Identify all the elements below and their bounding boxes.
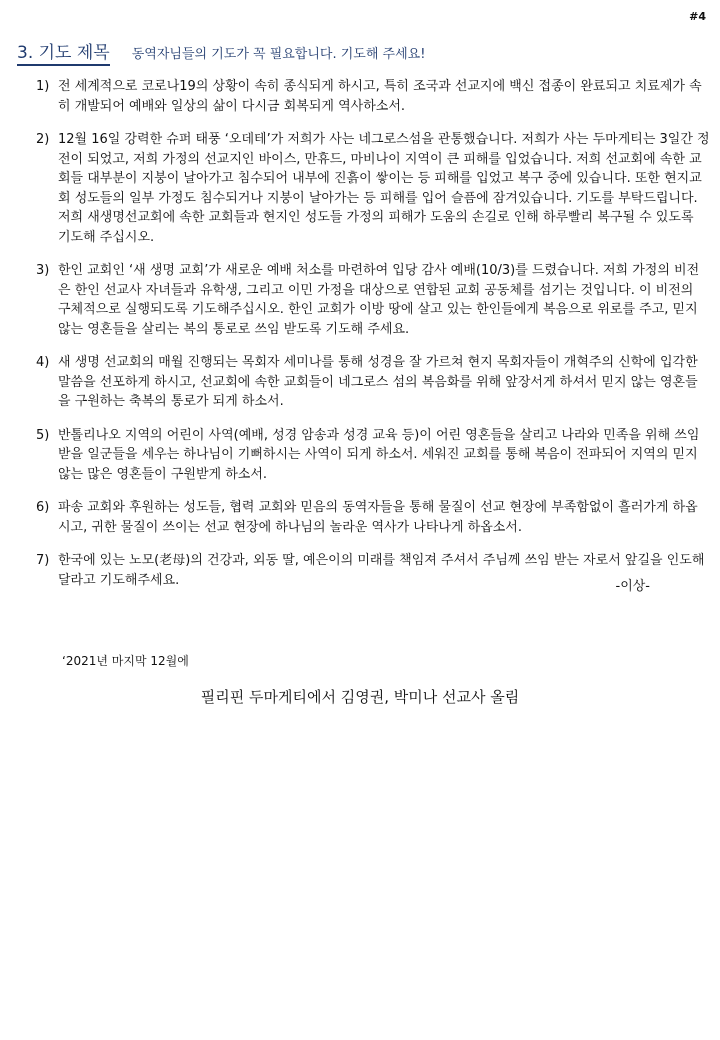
prayer-item-number: 4) (36, 355, 50, 370)
prayer-item (36, 426, 710, 485)
prayer-item-number: 3) (36, 263, 50, 278)
prayer-item-number: 1) (36, 79, 50, 94)
prayer-item-number: 2) (36, 132, 50, 147)
prayer-item-text: 한인 교회인 ‘새 생명 교회’가 새로운 예배 처소를 마련하여 입당 감사 예배(10/3)를 드렸습니다. 저희 가정의 비전은 한인 선교사 자녀들과 유학생, 그리고 이민 가정을 대상으로 연합된 교회 공동체를 섬기는 것입니다. 이 비전의 구체적으로 실행되도록 기도해주십시오. 한인 교회가 이방 땅에 살고 있는 한인들에게 복음으로 위로를 주고, 믿지 않는 영혼들을 살리는 복의 통로로 쓰임 받도록 기도해 주세요. (58, 263, 700, 337)
prayer-item-text: 12월 16일 강력한 슈퍼 태풍 ‘오데테’가 저희가 사는 네그로스섬을 관통했습니다. 저희가 사는 두마게티는 3일간 정전이 되었고, 저희 가정의 선교지인 바이스, 만휴드, 마비나이 지역이 큰 피해를 입었습니다. 저희 선교회에 속한 교회들 대부분이 지붕이 날아가고 침수되어 내부에 진흙이 쌓이는 등 피해를 입었고 복구 중에 있습니다. 또한 현지교회 성도들의 일부 가정도 침수되거나 지붕이 날아가는 등 피해를 입어 슬픔에 잠겨있습니다. 기도를 부탁드립니다. 저희 새생명선교회에 속한 교회들과 현지인 성도들 가정의 피해가 도움의 손길로 인해 하루빨리 복구될 수 있도록 기도해 주십시오. (58, 132, 710, 245)
prayer-item-text: 반톨리나오 지역의 어린이 사역(예배, 성경 암송과 성경 교육 등)이 어린 영혼들을 살리고 나라와 민족을 위해 쓰임 받을 일군들을 세우는 하나님이 기뻐하시는 사역이 되게 하소서. 세워진 교회를 통해 복음이 전파되어 지역의 믿지 않는 많은 영혼들이 구원받게 하소서. (58, 427, 700, 482)
page-number: #4 (689, 10, 706, 23)
signature-line: 필리핀 두마게티에서 김영권, 박미나 선교사 올림 (200, 688, 520, 706)
prayer-list (36, 77, 710, 604)
date-line: ‘2021년 마지막 12월에 (62, 654, 189, 668)
prayer-item-number: 7) (36, 553, 50, 568)
prayer-item (36, 261, 710, 339)
prayer-item-number: 5) (36, 427, 50, 443)
prayer-item-text: 한국에 있는 노모(老母)의 건강과, 외동 딸, 예은이의 미래를 책임져 주셔서 주님께 쓰임 받는 자로서 앞길을 인도해 달라고 기도해주세요. (58, 553, 705, 588)
closing-mark: -이상- (615, 579, 650, 594)
prayer-item-text: 새 생명 선교회의 매월 진행되는 목회자 세미나를 통해 성경을 잘 가르쳐 현지 목회자들이 개혁주의 신학에 입각한 말씀을 선포하게 하시고, 선교회에 속한 교회들이 네그로스 섬의 복음화를 위해 앞장서게 하셔서 믿지 않는 영혼들을 구원하는 축복의 통로가 되게 하소서. (58, 355, 698, 409)
prayer-heading (17, 38, 710, 66)
prayer-item (36, 130, 710, 247)
section-title: 3. 기도 제목 (17, 38, 110, 66)
prayer-item-text: 파송 교회와 후원하는 성도들, 협력 교회와 믿음의 동역자들을 통해 물질이 선교 현장에 부족함없이 흘러가게 하옵시고, 귀한 물질이 쓰이는 선교 현장에 하나님의 놀라운 역사가 나타나게 하옵소서. (58, 500, 698, 535)
prayer-item (36, 353, 710, 412)
prayer-item (36, 551, 710, 590)
prayer-item (36, 498, 710, 537)
prayer-item-number: 6) (36, 500, 50, 515)
prayer-item (36, 77, 710, 116)
prayer-item-text: 전 세계적으로 코로나19의 상황이 속히 종식되게 하시고, 특히 조국과 선교지에 백신 접종이 완료되고 치료제가 속히 개발되어 예배와 일상의 삶이 다시금 회복되게 역사하소서. (58, 79, 702, 114)
section-subtitle: 동역자님들의 기도가 꼭 필요합니다. 기도해 주세요! (131, 47, 426, 62)
